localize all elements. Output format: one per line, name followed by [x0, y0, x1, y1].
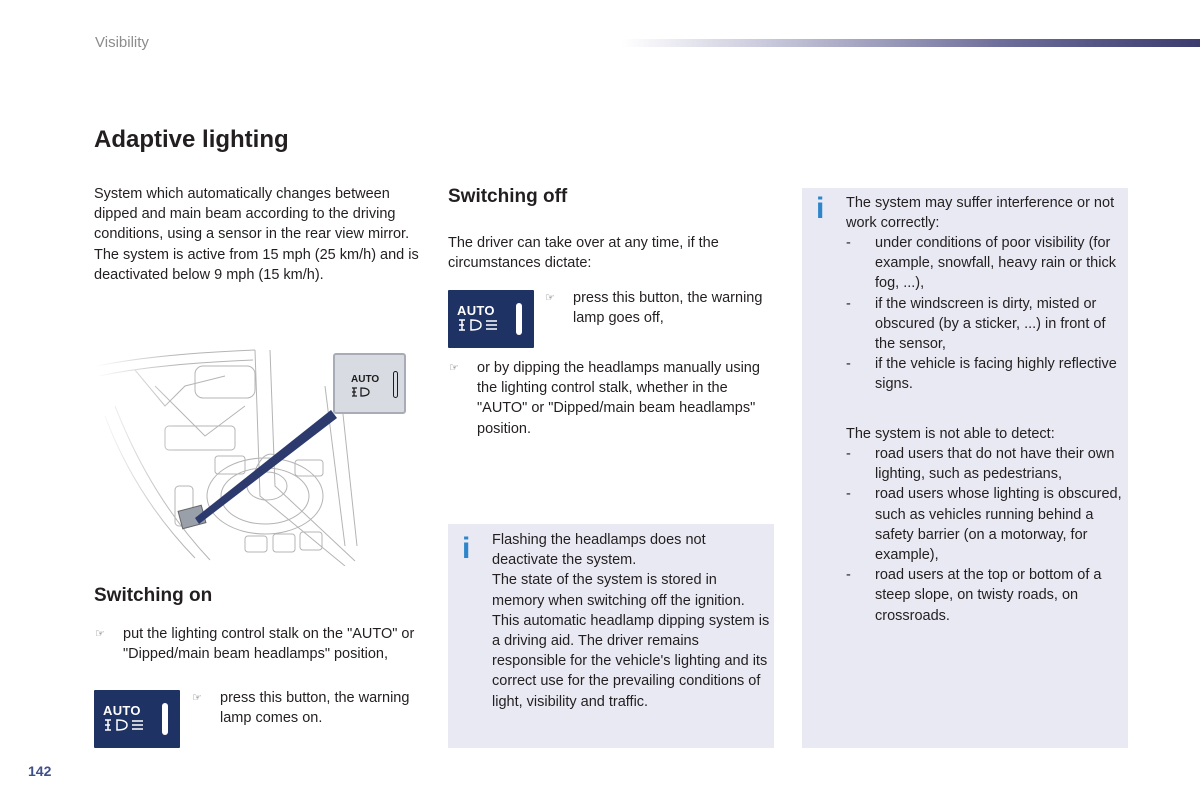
auto-button-label: AUTO [103, 703, 141, 718]
switching-on-bullet-1 [95, 624, 425, 664]
switching-off-intro: The driver can take over at any time, if the circumstances dictate: [448, 235, 719, 272]
auto-button-off[interactable] [448, 290, 534, 348]
intro-line-2: The system is active from 15 mph (25 km/h) and is deactivated below 9 mph (15 km/h). [94, 246, 419, 283]
intro-line-1: System which automatically changes between dipped and main beam according to the driving conditions, using a sensor in the rear view mirror. [94, 186, 410, 243]
console-led-bar [393, 371, 398, 398]
interference-list [846, 233, 1126, 395]
list-item: - road users at the top or bottom of a steep slope, on twisty roads, on crossroads. [846, 567, 1102, 624]
section-label: Visibility [95, 34, 149, 51]
info-right-intro-2: The system is not able to detect: [846, 426, 1055, 442]
info-middle-p1: Flashing the headlamps does not deactivate the system. [492, 532, 706, 569]
warning-lamp-indicator [516, 303, 522, 335]
pointer-bullet-icon: ☞ [95, 628, 105, 640]
list-item: - under conditions of poor visibility (for example, snowfall, heavy rain or thick fog, ...), [846, 235, 1116, 292]
console-headlamp-icon [352, 387, 372, 397]
auto-button-label: AUTO [457, 303, 495, 318]
info-middle-text [492, 530, 772, 712]
info-icon: i [816, 192, 825, 225]
list-item: - road users that do not have their own lighting, such as pedestrians, [846, 446, 1115, 483]
list-item: - if the vehicle is facing highly reflective signs. [846, 356, 1117, 393]
switching-off-heading: Switching off [448, 186, 568, 207]
switching-off-text-1: press this button, the warning lamp goes off, [573, 290, 763, 327]
headlamp-icon [105, 719, 145, 731]
page-title: Adaptive lighting [94, 126, 289, 153]
info-box-right [802, 188, 1128, 748]
list-item: - road users whose lighting is obscured, such as vehicles running behind a safety barrier (on a motorway, for example), [846, 486, 1122, 564]
list-item: - if the windscreen is dirty, misted or obscured (by a sticker, ...) in front of the sensor, [846, 295, 1106, 353]
console-auto-label: AUTO [351, 374, 380, 385]
headlamp-icon [459, 319, 499, 331]
pointer-bullet-icon: ☞ [192, 692, 202, 704]
switching-off-bullet-1 [545, 288, 770, 328]
info-icon: i [462, 532, 471, 565]
info-right-intro: The system may suffer interference or not work correctly: [846, 195, 1115, 232]
pointer-bullet-icon: ☞ [449, 362, 459, 374]
switching-on-text-2: press this button, the warning lamp comes on. [220, 690, 410, 727]
switching-off-text-2: or by dipping the headlamps manually using the lighting control stalk, whether in the "AUTO" or "Dipped/main beam headlamps" position. [477, 360, 760, 437]
warning-lamp-indicator [162, 703, 168, 735]
auto-button-on[interactable] [94, 690, 180, 748]
info-box-middle [448, 524, 774, 748]
header-gradient-bar [622, 39, 1200, 47]
not-detected-list [846, 444, 1126, 626]
switching-on-text-1: put the lighting control stalk on the "AUTO" or "Dipped/main beam headlamps" position, [123, 626, 415, 663]
info-middle-p2: The state of the system is stored in memory when switching off the ignition. This automatic headlamp dipping system is a driving aid. The driver remains responsible for the vehicle's lighting and its correct use for the prevailing conditions of light, visibility and traffic. [492, 572, 770, 710]
page-number: 142 [28, 763, 52, 779]
console-illustration [95, 346, 425, 566]
intro-paragraph [94, 184, 424, 285]
switching-off-bullet-2 [449, 358, 769, 439]
console-auto-button [333, 353, 406, 414]
switching-on-heading: Switching on [94, 585, 213, 606]
pointer-bullet-icon: ☞ [545, 292, 555, 304]
switching-on-bullet-2 [192, 688, 422, 728]
